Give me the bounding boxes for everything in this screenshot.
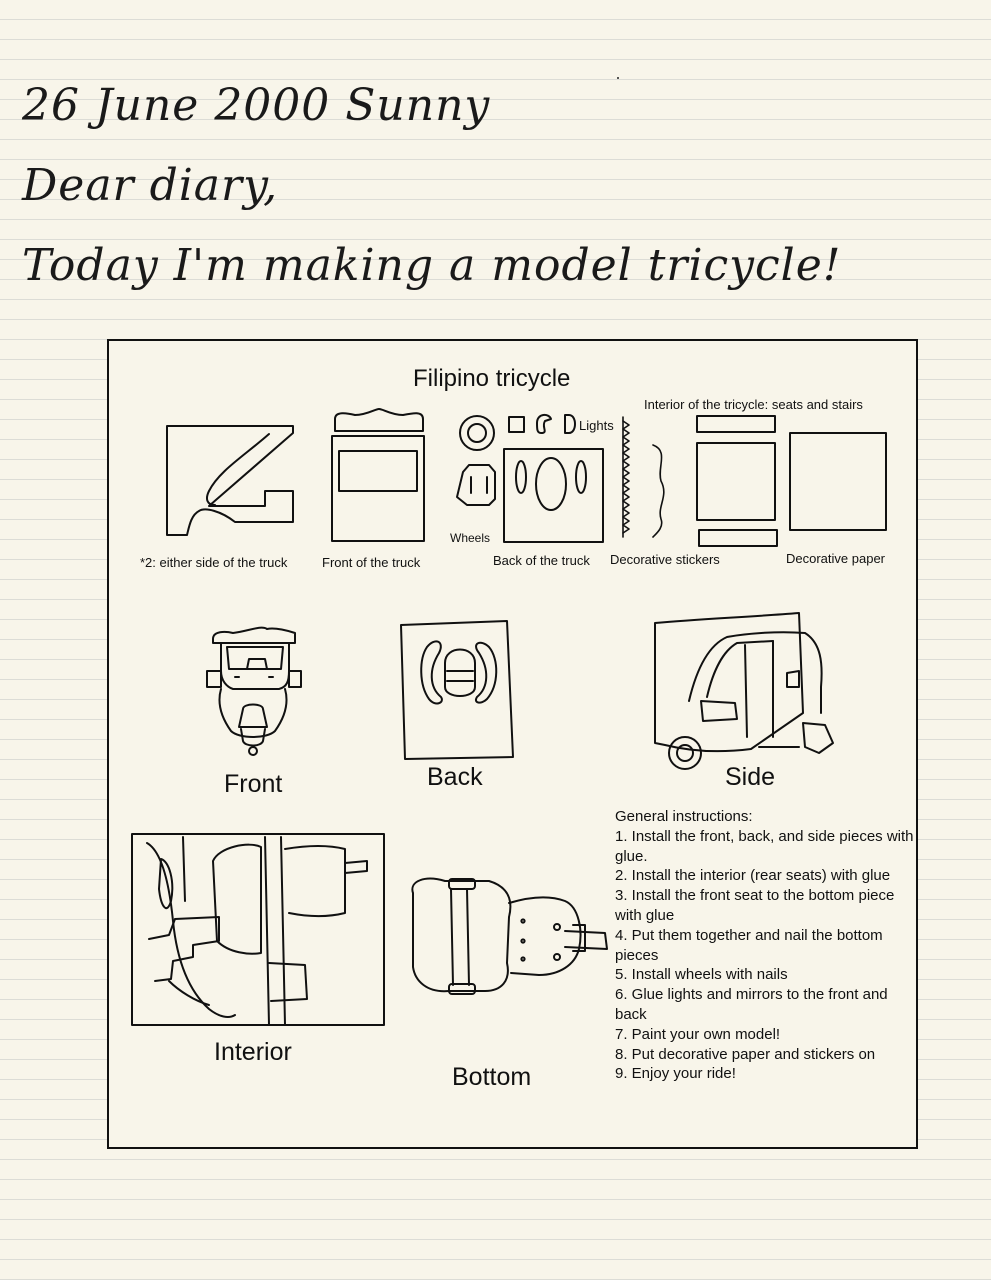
bottom-view-label: Bottom xyxy=(452,1063,532,1091)
instruction-step: 8. Put decorative paper and stickers on xyxy=(615,1045,876,1063)
side-view-label: Side xyxy=(725,763,776,791)
interior-view-label: Interior xyxy=(214,1038,292,1066)
instruction-step: 3. Install the front seat to the bottom piece with glue xyxy=(615,887,895,924)
instructions-heading: General instructions: xyxy=(615,808,753,825)
front-piece-label: Front of the truck xyxy=(322,555,421,570)
instruction-step: 9. Enjoy your ride! xyxy=(615,1065,736,1083)
interior-pieces-drawing xyxy=(697,416,777,546)
instructions-list xyxy=(615,827,920,1084)
interior-view-drawing xyxy=(132,834,384,1025)
back-view-drawing xyxy=(401,621,513,759)
instruction-step: 6. Glue lights and mirrors to the front and back xyxy=(615,986,888,1023)
stickers-label: Decorative stickers xyxy=(610,552,720,567)
side-view-drawing xyxy=(655,613,833,769)
ink-dot xyxy=(617,77,619,79)
diary-greeting: Dear diary, xyxy=(22,160,279,211)
wheels-label: Wheels xyxy=(450,531,491,545)
bottom-view-drawing xyxy=(412,879,607,994)
front-view-drawing xyxy=(207,628,301,755)
back-piece-drawing xyxy=(504,449,603,542)
diary-intro: Today I'm making a model tricycle! xyxy=(22,240,842,291)
back-piece-label: Back of the truck xyxy=(493,553,590,568)
instruction-step: 4. Put them together and nail the bottom pieces xyxy=(615,926,883,964)
sheet-title: Filipino tricycle xyxy=(413,365,571,392)
side-piece-label: *2: either side of the truck xyxy=(140,555,288,570)
instruction-step: 5. Install wheels with nails xyxy=(615,966,788,984)
general-instructions xyxy=(615,807,920,1084)
stickers-drawing xyxy=(623,417,664,537)
diary-date-line: 26 June 2000 Sunny xyxy=(22,80,491,131)
instruction-step: 7. Paint your own model! xyxy=(615,1025,781,1043)
interior-note-label: Interior of the tricycle: seats and stairs xyxy=(644,397,863,412)
side-piece-drawing xyxy=(167,426,293,535)
back-view-label: Back xyxy=(427,763,483,791)
decorative-paper-drawing xyxy=(790,433,886,530)
lights-label: Lights xyxy=(579,418,614,433)
instruction-sheet xyxy=(107,339,918,1149)
front-piece-drawing xyxy=(332,409,424,541)
front-view-label: Front xyxy=(224,770,283,798)
instruction-step: 1. Install the front, back, and side pieces with glue. xyxy=(615,827,914,865)
paper-label: Decorative paper xyxy=(786,551,885,566)
instruction-step: 2. Install the interior (rear seats) with glue xyxy=(615,867,891,885)
